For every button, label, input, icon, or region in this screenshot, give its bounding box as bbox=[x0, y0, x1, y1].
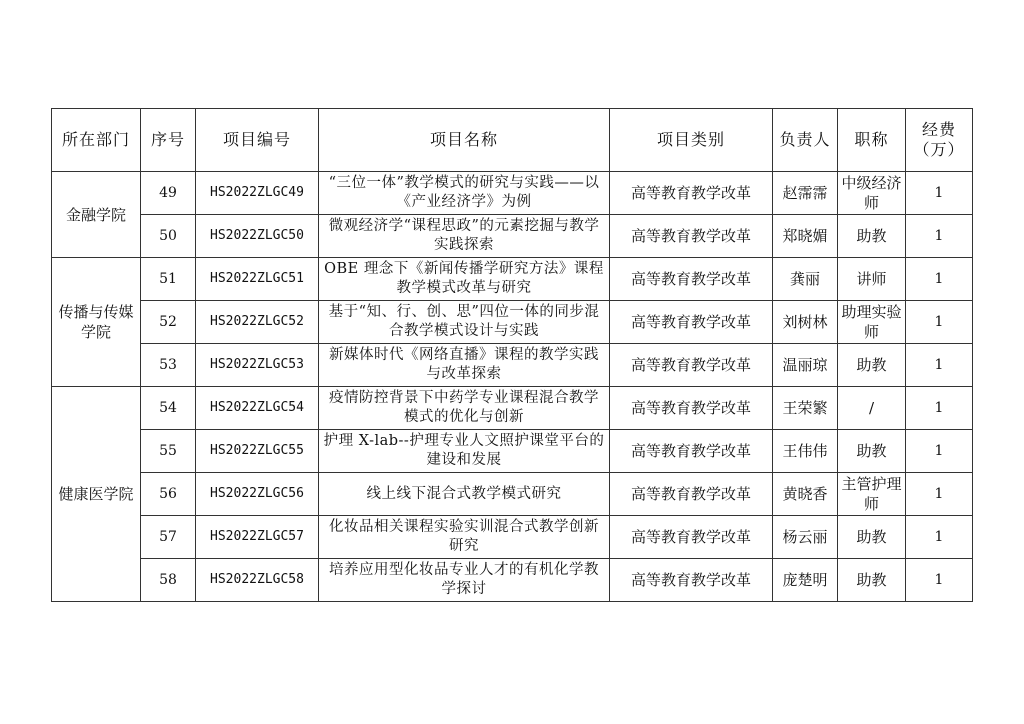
seq-cell: 53 bbox=[141, 344, 196, 387]
name-cell: “三位一体”教学模式的研究与实践——以《产业经济学》为例 bbox=[319, 172, 610, 215]
category-cell: 高等教育教学改革 bbox=[610, 430, 773, 473]
seq-cell: 52 bbox=[141, 301, 196, 344]
code-cell: HS2022ZLGC55 bbox=[196, 430, 319, 473]
fund-cell: 1 bbox=[906, 559, 973, 602]
leader-cell: 赵霈霈 bbox=[773, 172, 838, 215]
leader-cell: 黄晓香 bbox=[773, 473, 838, 516]
name-cell: 疫情防控背景下中药学专业课程混合教学模式的优化与创新 bbox=[319, 387, 610, 430]
fund-cell: 1 bbox=[906, 387, 973, 430]
table-row bbox=[52, 258, 973, 301]
fund-cell: 1 bbox=[906, 430, 973, 473]
title-cell: 助教 bbox=[838, 559, 906, 602]
table-row bbox=[52, 516, 973, 559]
title-cell: 讲师 bbox=[838, 258, 906, 301]
name-cell: 护理 X-lab--护理专业人文照护课堂平台的建设和发展 bbox=[319, 430, 610, 473]
category-cell: 高等教育教学改革 bbox=[610, 516, 773, 559]
leader-cell: 王伟伟 bbox=[773, 430, 838, 473]
seq-cell: 57 bbox=[141, 516, 196, 559]
fund-cell: 1 bbox=[906, 473, 973, 516]
code-cell: HS2022ZLGC56 bbox=[196, 473, 319, 516]
seq-cell: 50 bbox=[141, 215, 196, 258]
code-cell: HS2022ZLGC53 bbox=[196, 344, 319, 387]
category-cell: 高等教育教学改革 bbox=[610, 473, 773, 516]
leader-cell: 王荣繁 bbox=[773, 387, 838, 430]
seq-cell: 56 bbox=[141, 473, 196, 516]
project-table bbox=[51, 108, 973, 602]
header-leader: 负责人 bbox=[773, 109, 838, 172]
category-cell: 高等教育教学改革 bbox=[610, 344, 773, 387]
fund-cell: 1 bbox=[906, 344, 973, 387]
seq-cell: 51 bbox=[141, 258, 196, 301]
name-cell: 培养应用型化妆品专业人才的有机化学教学探讨 bbox=[319, 559, 610, 602]
code-cell: HS2022ZLGC51 bbox=[196, 258, 319, 301]
title-cell: 助教 bbox=[838, 215, 906, 258]
title-cell: 助理实验师 bbox=[838, 301, 906, 344]
leader-cell: 温丽琼 bbox=[773, 344, 838, 387]
category-cell: 高等教育教学改革 bbox=[610, 387, 773, 430]
fund-cell: 1 bbox=[906, 215, 973, 258]
leader-cell: 郑晓媚 bbox=[773, 215, 838, 258]
title-cell: 助教 bbox=[838, 344, 906, 387]
fund-cell: 1 bbox=[906, 301, 973, 344]
header-seq: 序号 bbox=[141, 109, 196, 172]
table-row bbox=[52, 344, 973, 387]
name-cell: 化妆品相关课程实验实训混合式教学创新研究 bbox=[319, 516, 610, 559]
category-cell: 高等教育教学改革 bbox=[610, 301, 773, 344]
dept-cell: 健康医学院 bbox=[52, 387, 141, 602]
code-cell: HS2022ZLGC57 bbox=[196, 516, 319, 559]
seq-cell: 58 bbox=[141, 559, 196, 602]
code-cell: HS2022ZLGC50 bbox=[196, 215, 319, 258]
header-name: 项目名称 bbox=[319, 109, 610, 172]
seq-cell: 55 bbox=[141, 430, 196, 473]
seq-cell: 54 bbox=[141, 387, 196, 430]
header-title: 职称 bbox=[838, 109, 906, 172]
title-cell: 助教 bbox=[838, 516, 906, 559]
name-cell: 微观经济学“课程思政”的元素挖掘与教学实践探索 bbox=[319, 215, 610, 258]
name-cell: 新媒体时代《网络直播》课程的教学实践与改革探索 bbox=[319, 344, 610, 387]
title-cell: / bbox=[838, 387, 906, 430]
header-fund: 经费（万） bbox=[906, 109, 973, 172]
title-cell: 助教 bbox=[838, 430, 906, 473]
table-row bbox=[52, 559, 973, 602]
title-cell: 中级经济师 bbox=[838, 172, 906, 215]
leader-cell: 龚丽 bbox=[773, 258, 838, 301]
table-row bbox=[52, 473, 973, 516]
table-row bbox=[52, 430, 973, 473]
name-cell: OBE 理念下《新闻传播学研究方法》课程教学模式改革与研究 bbox=[319, 258, 610, 301]
code-cell: HS2022ZLGC49 bbox=[196, 172, 319, 215]
table-row bbox=[52, 301, 973, 344]
header-row bbox=[52, 109, 973, 172]
code-cell: HS2022ZLGC54 bbox=[196, 387, 319, 430]
leader-cell: 刘树林 bbox=[773, 301, 838, 344]
code-cell: HS2022ZLGC52 bbox=[196, 301, 319, 344]
fund-cell: 1 bbox=[906, 516, 973, 559]
header-category: 项目类别 bbox=[610, 109, 773, 172]
fund-cell: 1 bbox=[906, 172, 973, 215]
name-cell: 基于“知、行、创、思”四位一体的同步混合教学模式设计与实践 bbox=[319, 301, 610, 344]
table-row bbox=[52, 215, 973, 258]
table-row bbox=[52, 387, 973, 430]
leader-cell: 庞楚明 bbox=[773, 559, 838, 602]
leader-cell: 杨云丽 bbox=[773, 516, 838, 559]
category-cell: 高等教育教学改革 bbox=[610, 215, 773, 258]
title-cell: 主管护理师 bbox=[838, 473, 906, 516]
name-cell: 线上线下混合式教学模式研究 bbox=[319, 473, 610, 516]
header-code: 项目编号 bbox=[196, 109, 319, 172]
category-cell: 高等教育教学改革 bbox=[610, 172, 773, 215]
seq-cell: 49 bbox=[141, 172, 196, 215]
dept-cell: 传播与传媒学院 bbox=[52, 258, 141, 387]
table-row bbox=[52, 172, 973, 215]
code-cell: HS2022ZLGC58 bbox=[196, 559, 319, 602]
category-cell: 高等教育教学改革 bbox=[610, 559, 773, 602]
header-dept: 所在部门 bbox=[52, 109, 141, 172]
fund-cell: 1 bbox=[906, 258, 973, 301]
dept-cell: 金融学院 bbox=[52, 172, 141, 258]
category-cell: 高等教育教学改革 bbox=[610, 258, 773, 301]
